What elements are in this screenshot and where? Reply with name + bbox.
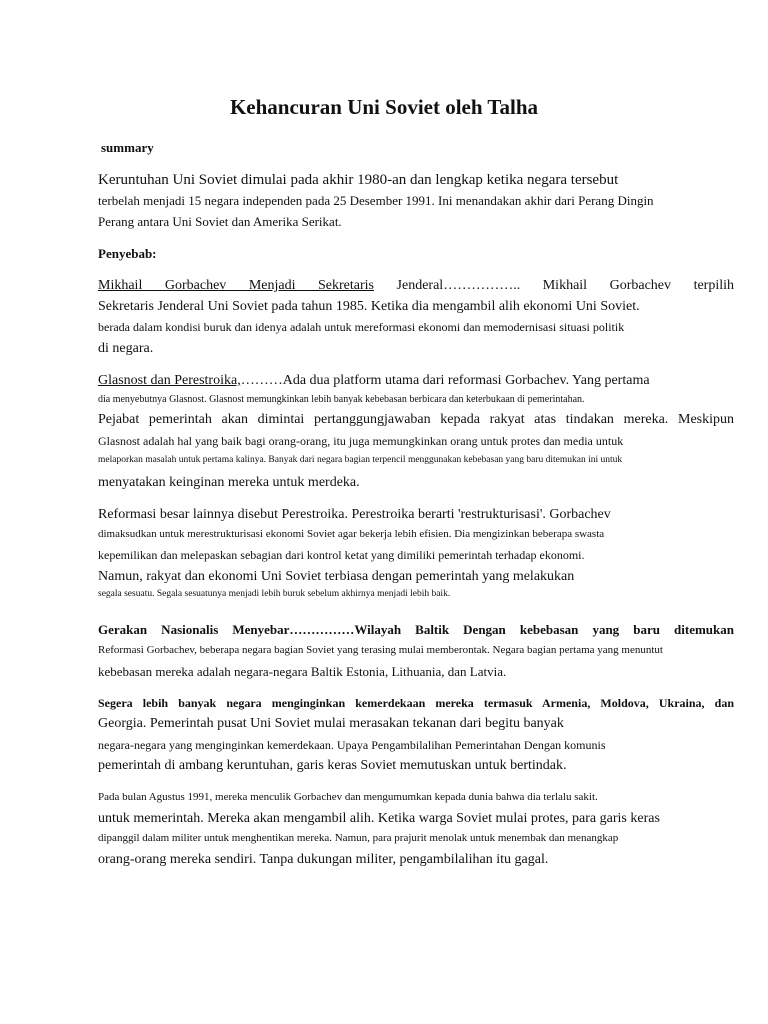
paragraph-line: kebebasan mereka adalah negara-negara Baltik Estonia, Lithuania, dan Latvia. [98, 664, 507, 679]
nationalist-heading: Gerakan Nasionalis Menyebar……………Wilayah Baltik Dengan kebebasan yang baru ditemukan [98, 622, 734, 637]
summary-heading: summary [101, 140, 154, 155]
glasnost-heading-line [98, 374, 734, 388]
causes-heading: Penyebab: [98, 246, 157, 261]
paragraph-line: pemerintah di ambang keruntuhan, garis keras Soviet memutuskan untuk bertindak. [98, 758, 567, 773]
paragraph-line: di negara. [98, 341, 154, 356]
paragraph-line: kepemilikan dan melepaskan sebagian dari kontrol ketat yang dimiliki pemerintah terhadap ekonomi. [98, 548, 585, 562]
paragraph-line: Georgia. Pemerintah pusat Uni Soviet mulai merasakan tekanan dari begitu banyak [98, 716, 564, 731]
paragraph-line: Reformasi besar lainnya disebut Perestroika. Perestroika berarti 'restrukturisasi'. Gorbachev [98, 507, 611, 522]
paragraph-line: Namun, rakyat dan ekonomi Uni Soviet terbiasa dengan pemerintah yang melakukan [98, 569, 575, 584]
intro-line: Perang antara Uni Soviet dan Amerika Serikat. [98, 214, 342, 229]
gorbachev-heading-line [98, 279, 734, 293]
paragraph-line: segala sesuatu. Segala sesuatunya menjadi lebih buruk sebelum akhirnya menjadi lebih baik. [98, 589, 451, 599]
paragraph-line: Sekretaris Jenderal Uni Soviet pada tahun 1985. Ketika dia mengambil alih ekonomi Uni Soviet. [98, 299, 640, 314]
paragraph-line: dimaksudkan untuk merestrukturisasi ekonomi Soviet agar bekerja lebih efisien. Dia mengizinkan beberapa swasta [98, 528, 605, 540]
paragraph-line: Glasnost adalah hal yang baik bagi orang-orang, itu juga memungkinkan orang untuk protes dan media untuk [98, 434, 624, 448]
gorbachev-heading: Mikhail Gorbachev Menjadi Sekretaris [98, 278, 375, 293]
paragraph-line: dia menyebutnya Glasnost. Glasnost memungkinkan lebih banyak kebebasan berbicara dan keterbukaan di pemerintahan. [98, 394, 585, 405]
glasnost-heading: Glasnost dan Perestroika, [98, 373, 241, 388]
paragraph-line: menyatakan keinginan mereka untuk merdeka. [98, 475, 360, 490]
gorbachev-heading-rest: Jenderal…………….. Mikhail Gorbachev terpilih [374, 278, 734, 293]
glasnost-heading-rest: ………Ada dua platform utama dari reformasi Gorbachev. Yang pertama [240, 373, 650, 388]
paragraph-line: untuk memerintah. Mereka akan mengambil alih. Ketika warga Soviet mulai protes, para garis keras [98, 811, 660, 826]
paragraph-line: berada dalam kondisi buruk dan idenya adalah untuk mereformasi ekonomi dan memodernisasi situasi politik [98, 320, 625, 334]
intro-line: terbelah menjadi 15 negara independen pada 25 Desember 1991. Ini menandakan akhir dari Perang Dingin [98, 193, 654, 208]
paragraph-line: Pejabat pemerintah akan dimintai pertanggungjawaban kepada rakyat atas tindakan mereka. Meskipun [98, 412, 734, 427]
intro-line: Keruntuhan Uni Soviet dimulai pada akhir 1980-an dan lengkap ketika negara tersebut [98, 172, 619, 188]
paragraph-line: Pada bulan Agustus 1991, mereka menculik Gorbachev dan mengumumkan kepada dunia bahwa dia terlalu sakit. [98, 791, 598, 803]
paragraph-line: Reformasi Gorbachev, beberapa negara bagian Soviet yang terasing mulai memberontak. Negara bagian pertama yang menuntut [98, 644, 663, 656]
page-title: Kehancuran Uni Soviet oleh Talha [229, 95, 539, 119]
paragraph-line: orang-orang mereka sendiri. Tanpa dukungan militer, pengambilalihan itu gagal. [98, 852, 549, 867]
paragraph-line: melaporkan masalah untuk pertama kalinya. Banyak dari negara bagian terpencil menggunakan kebebasan yang baru ditemukan ini untuk [98, 455, 623, 465]
paragraph-line: dipanggil dalam militer untuk menghentikan mereka. Namun, para prajurit menolak untuk menembak dan menangkap [98, 832, 619, 844]
paragraph-line-bold: Segera lebih banyak negara menginginkan kemerdekaan mereka termasuk Armenia, Moldova, Ukraina, dan [98, 696, 734, 710]
paragraph-line: negara-negara yang menginginkan kemerdekaan. Upaya Pengambilalihan Pemerintahan Dengan komunis [98, 738, 606, 752]
